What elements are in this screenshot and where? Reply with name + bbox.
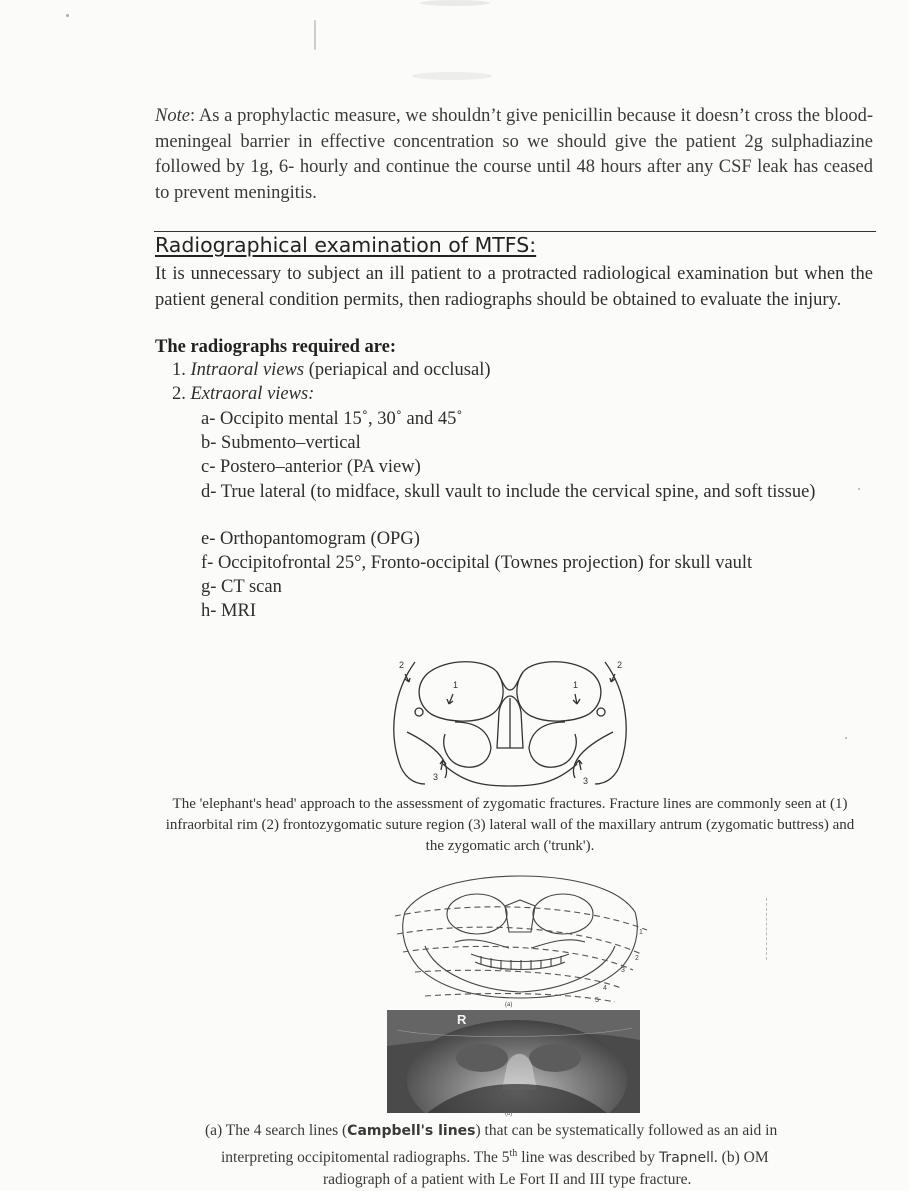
fig1-label: 3 [583,776,589,786]
scan-speck [845,737,847,739]
om-radiograph [387,1010,640,1113]
campbells-lines-diagram [385,872,655,1010]
right-orbit [533,894,593,934]
fig1-label: 1 [573,680,579,690]
left-orbit [447,894,507,934]
section-divider [154,231,876,232]
left-coronoid [415,708,423,716]
search-line-2 [397,927,641,954]
caption-text: line was described by [517,1148,659,1166]
nasal-bridge [497,672,523,690]
fig1-label: 2 [617,660,623,670]
note-text: : As a prophylactic measure, we shouldn’t give penicillin because it doesn’t cross the blood-meningeal barrier in effective concentration so we should give the patient 2g sulphadiazine followed by 1g, 6- hourly and continue the course until 48 hours after any CSF leak has ceased to prevent meningitis. [155,106,873,203]
scan-speck [314,20,316,50]
sub-list-item: d- True lateral (to midface, skull vault to include the cervical spine, and soft tissue) [201,482,816,502]
caption-text: interpreting occipitomental radiographs. The 5 [221,1148,510,1166]
caption-name: Trapnell [658,1149,714,1166]
scan-speck [66,14,69,17]
skull-outline [403,876,638,998]
xray-marker: R [457,1012,467,1027]
palate-outline [443,764,577,786]
line-label: 1 [639,929,643,936]
arrow-icon [447,694,453,704]
search-line-3 [403,946,633,970]
caption-line: radiograph of a patient with Le Fort II and III type fracture. [323,1171,692,1189]
section-heading: Radiographical examination of MTFS: [155,233,537,257]
fig1-label: 1 [453,680,459,690]
sub-list-item: a- Occipito mental 15˚, 30˚ and 45˚ [201,409,463,429]
intro-paragraph: It is unnecessary to subject an ill patient to a protracted radiological examination but when the patient general condition permits, then radiographs should be obtained to evaluate the injury. [155,264,873,310]
panel-b-label: (b) [505,1111,513,1117]
item-title: Extraoral views: [190,384,315,404]
upper-teeth [471,954,569,962]
line-label: 3 [621,967,625,974]
right-coronoid [597,708,605,716]
item-number: 2. [172,384,186,404]
right-zygomatic-arch [573,732,613,778]
right-orbit [517,662,601,721]
fig1-label: 2 [399,660,405,670]
search-line-1 [395,907,647,930]
caption-superscript: th [509,1147,518,1159]
fig1-label: 3 [433,772,439,782]
sub-list-item: e- Orthopantomogram (OPG) [201,529,420,549]
sub-list-item: f- Occipitofrontal 25°, Fronto-occipital (Townes projection) for skull vault [201,553,753,573]
caption-line [205,1143,865,1170]
scan-smudge [420,0,490,6]
note-label: Note [155,106,190,126]
sub-list-item: h- MRI [201,601,256,621]
item-number: 1. [172,360,186,380]
caption-text: (a) The 4 search lines ( [205,1122,348,1139]
right-antrum [529,722,576,767]
panel-a-label: (a) [505,1002,513,1008]
required-label: The radiographs required are: [155,337,397,357]
arrow-icon [573,694,580,704]
caption-text: ) that can be systematically followed as an aid in [475,1122,778,1139]
item-detail: (periapical and occlusal) [304,360,491,380]
arrow-icon [576,760,582,770]
left-orbit [419,662,503,721]
xray-right-orbit [529,1044,581,1072]
figure1-caption: The 'elephant's head' approach to the assessment of zygomatic fractures. Fracture lines are commonly seen at (1) infraorbital rim (2) frontozygomatic suture region (3) lateral wall of the maxillary antrum (zygomatic buttress) and the zygomatic arch ('trunk'). [165,796,855,854]
item-title: Intraoral views [190,360,305,380]
scan-mark [766,898,768,960]
figure2-caption [205,1120,865,1191]
sub-list-item: b- Submento–vertical [201,433,361,453]
line-label: 2 [635,955,639,962]
left-zygomatic-arch [407,732,447,778]
line-label: 5 [595,997,599,1004]
list-item [172,384,314,405]
caption-term: Campbell's lines [347,1123,476,1139]
sub-list-item: g- CT scan [201,577,282,597]
left-antrum [444,722,491,767]
line-label: 4 [603,985,607,992]
list-item [172,360,491,381]
note-paragraph [155,104,873,206]
scan-smudge [412,72,492,80]
caption-text: . (b) OM [713,1148,769,1166]
sub-list-item: c- Postero–anterior (PA view) [201,457,421,477]
elephant-head-diagram [385,652,635,792]
xray-left-orbit [456,1044,508,1072]
